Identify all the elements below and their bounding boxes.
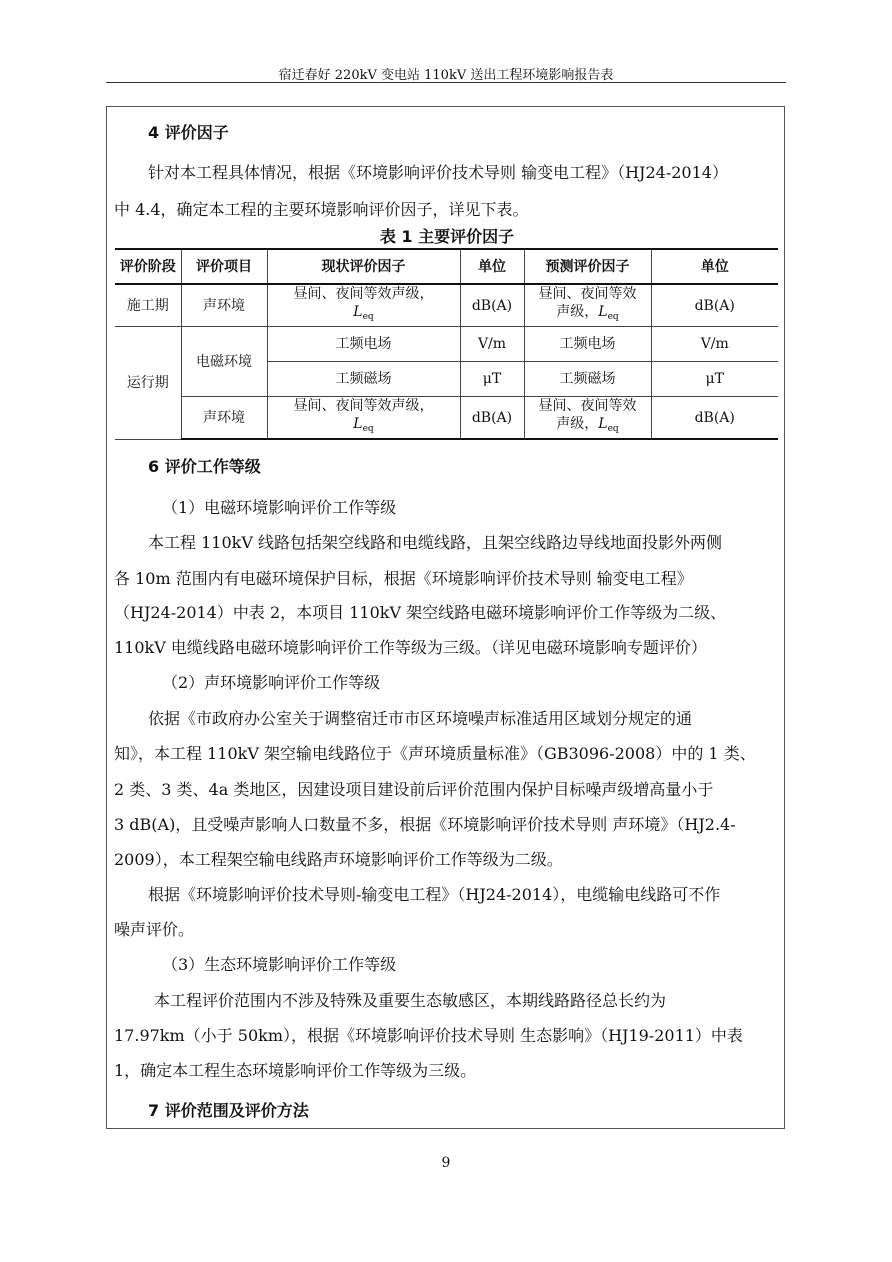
cell-current-factor: 昼间、夜间等效声级， $L_{eq}$ — [267, 397, 460, 440]
cell-predicted-factor: 工频磁场 — [524, 362, 651, 397]
cell-current-factor: 昼间、夜间等效声级， $L_{eq}$ — [267, 284, 460, 327]
document-header-title: 宿迁春好 220kV 变电站 110kV 送出工程环境影响报告表 — [278, 68, 614, 83]
table-header-row — [115, 249, 778, 284]
section-6-p3-line-1: 根据《环境影响评价技术导则-输变电工程》（HJ24-2014），电缆输电线路可不作 — [148, 885, 721, 904]
cell-stage-construction: 施工期 — [115, 284, 181, 327]
section-6-p2-line-1: 依据《市政府办公室关于调整宿迁市市区环境噪声标准适用区域划分规定的通 — [148, 709, 693, 728]
section-6-p4-line-2: 17.97km（小于 50km），根据《环境影响评价技术导则 生态影响》（HJ19-2011）中表 — [114, 1026, 743, 1045]
evaluation-factors-table — [115, 248, 778, 440]
header-stage: 评价阶段 — [115, 249, 181, 284]
table-row-construction-noise — [115, 284, 778, 327]
section-6-p1-line-2: 各 10m 范围内有电磁环境保护目标，根据《环境影响评价技术导则 输变电工程》 — [114, 569, 693, 588]
header-current-factor: 现状评价因子 — [267, 249, 460, 284]
section-6-subheading-2: （2）声环境影响评价工作等级 — [162, 673, 381, 692]
section-6-p2-line-3: 2 类、3 类、4a 类地区，因建设项目建设前后评价范围内保护目标噪声级增高量小于 — [114, 780, 714, 799]
section-6-p4-line-1: 本工程评价范围内不涉及特殊及重要生态敏感区，本期线路路径总长约为 — [154, 991, 667, 1010]
cell-unit-2: μT — [651, 362, 778, 397]
section-4-paragraph-line-1: 针对本工程具体情况，根据《环境影响评价技术导则 输变电工程》（HJ24-2014） — [148, 163, 728, 182]
header-item: 评价项目 — [181, 249, 267, 284]
section-6-p4-line-3: 1，确定本工程生态环境影响评价工作等级为三级。 — [114, 1061, 477, 1080]
table-row-electric-field — [115, 327, 778, 362]
section-7-heading: 7 评价范围及评价方法 — [148, 1101, 309, 1120]
header-divider — [106, 82, 786, 83]
cell-stage-operation: 运行期 — [115, 327, 181, 440]
cell-unit-2: dB(A) — [651, 284, 778, 327]
cell-unit: μT — [460, 362, 524, 397]
cell-item-noise: 声环境 — [181, 284, 267, 327]
header-predicted-factor: 预测评价因子 — [524, 249, 651, 284]
table-row-operation-noise — [115, 397, 778, 440]
section-6-p2-line-4: 3 dB(A)，且受噪声影响人口数量不多，根据《环境影响评价技术导则 声环境》（HJ2.4- — [114, 815, 736, 834]
section-6-p2-line-2: 知》，本工程 110kV 架空输电线路位于《声环境质量标准》（GB3096-2008）中的 1 类、 — [114, 744, 756, 763]
section-4-heading: 4 评价因子 — [148, 123, 229, 142]
section-6-p1-line-4: 110kV 电缆线路电磁环境影响评价工作等级为三级。（详见电磁环境影响专题评价） — [114, 638, 707, 657]
page-number: 9 — [441, 1155, 451, 1171]
cell-current-factor: 工频磁场 — [267, 362, 460, 397]
section-6-subheading-1: （1）电磁环境影响评价工作等级 — [162, 498, 397, 517]
section-6-p1-line-3: （HJ24-2014）中表 2，本项目 110kV 架空线路电磁环境影响评价工作等级为二级、 — [114, 603, 727, 622]
cell-unit: dB(A) — [460, 397, 524, 440]
leq-symbol: L — [353, 304, 363, 320]
header-unit: 单位 — [460, 249, 524, 284]
cell-current-factor: 工频电场 — [267, 327, 460, 362]
section-6-p3-line-2: 噪声评价。 — [114, 920, 195, 939]
section-6-heading: 6 评价工作等级 — [148, 457, 261, 476]
section-6-p1-line-1: 本工程 110kV 线路包括架空线路和电缆线路，且架空线路边导线地面投影外两侧 — [148, 533, 722, 552]
cell-predicted-factor: 昼间、夜间等效 声级，$L_{eq}$ — [524, 397, 651, 440]
cell-unit: V/m — [460, 327, 524, 362]
cell-item-noise: 声环境 — [181, 397, 267, 440]
cell-unit: dB(A) — [460, 284, 524, 327]
cell-unit-2: dB(A) — [651, 397, 778, 440]
table-1-caption: 表 1 主要评价因子 — [379, 227, 515, 246]
cell-item-electromagnetic: 电磁环境 — [181, 327, 267, 397]
cell-predicted-factor: 昼间、夜间等效 声级，$L_{eq}$ — [524, 284, 651, 327]
header-unit-2: 单位 — [651, 249, 778, 284]
section-6-p2-line-5: 2009），本工程架空输电线路声环境影响评价工作等级为二级。 — [114, 850, 563, 869]
section-4-paragraph-line-2: 中 4.4，确定本工程的主要环境影响评价因子，详见下表。 — [114, 200, 529, 219]
section-6-subheading-3: （3）生态环境影响评价工作等级 — [162, 955, 397, 974]
cell-unit-2: V/m — [651, 327, 778, 362]
cell-predicted-factor: 工频电场 — [524, 327, 651, 362]
